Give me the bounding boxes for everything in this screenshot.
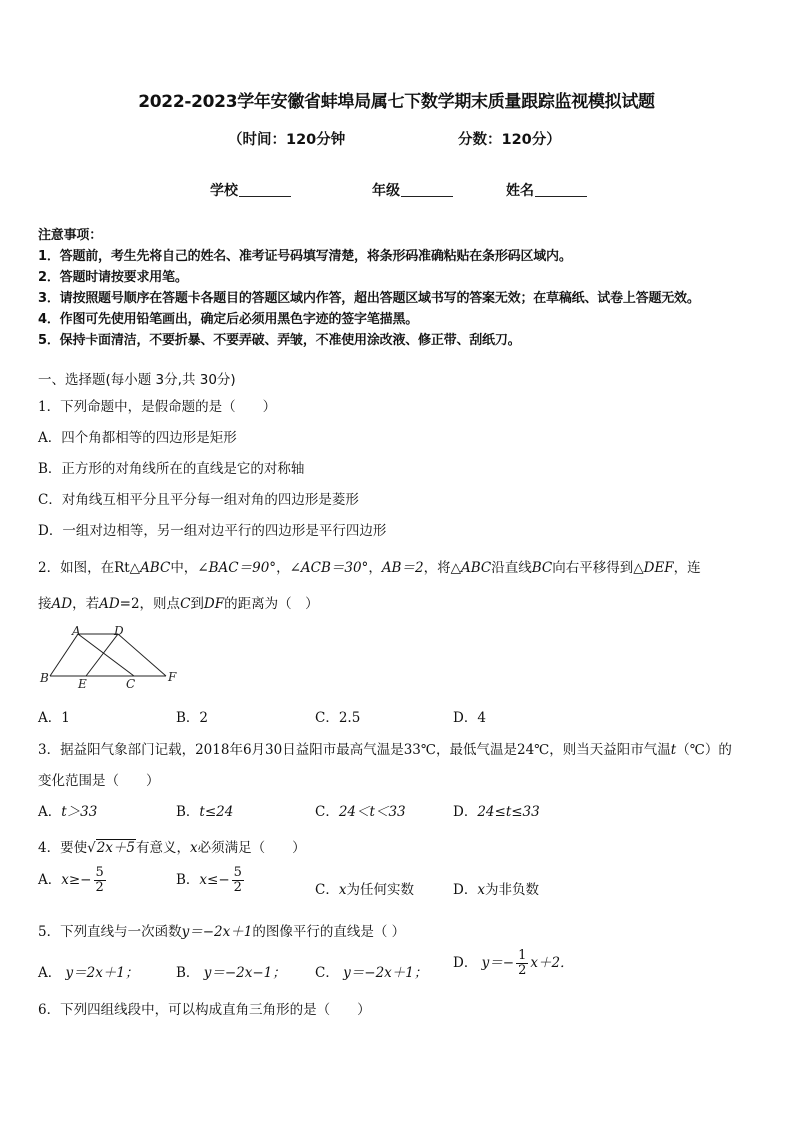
name-field	[506, 180, 587, 200]
question-3-option-a: A．t＞33	[38, 804, 98, 820]
notes-heading: 注意事项：	[38, 228, 103, 243]
name-blank	[535, 182, 587, 197]
school-blank	[239, 182, 291, 197]
radicand: 2x＋5	[96, 840, 135, 856]
name-label: 姓名	[506, 183, 534, 199]
label-a: A	[72, 624, 81, 638]
line-ab	[50, 634, 78, 676]
school-label: 学校	[210, 183, 238, 199]
school-field	[210, 180, 291, 200]
note-item: 3．请按照题号顺序在答题卡各题目的答题区域内作答，超出答题区域书写的答案无效；在草稿纸、试卷上答题无效。	[38, 291, 700, 306]
note-item: 1．答题前，考生先将自己的姓名、准考证号码填写清楚，将条形码准确粘贴在条形码区域内。	[38, 249, 572, 264]
fraction: $\frac{5}{2}$	[95, 865, 104, 895]
label-f: F	[168, 670, 177, 684]
note-item: 2．答题时请按要求用笔。	[38, 270, 188, 285]
label-c: C	[126, 677, 136, 691]
line-de	[86, 634, 118, 676]
question-3-option-d: D．24≤t≤33	[453, 804, 540, 820]
question-4-stem: 4．要使√2x＋5有意义，x必须满足（ ）	[38, 840, 306, 856]
question-3-stem-line2: 变化范围是（ ）	[38, 773, 160, 789]
grade-blank	[401, 182, 453, 197]
question-6-stem: 6．下列四组线段中，可以构成直角三角形的是（ ）	[38, 1002, 371, 1018]
question-2-figure	[36, 624, 186, 692]
question-1-option-a: A．四个角都相等的四边形是矩形	[38, 430, 237, 446]
fraction: $\frac{1}{2}$	[518, 948, 527, 978]
question-5-option-c: C． y＝−2x＋1；	[315, 965, 428, 981]
label-b: B	[40, 671, 49, 685]
question-5-stem: 5．下列直线与一次函数y＝−2x＋1的图像平行的直线是（ ）	[38, 924, 406, 940]
exam-score: 分数：120分）	[458, 132, 561, 148]
question-2-stem-line2: 接AD，若AD=2，则点C到DF的距离为（ ）	[38, 596, 319, 612]
note-item: 5．保持卡面清洁，不要折暴、不要弄破、弄皱，不准使用涂改液、修正带、刮纸刀。	[38, 333, 521, 348]
fraction: $\frac{5}{2}$	[233, 865, 242, 895]
question-2-stem-line1: 2．如图，在Rt△ABC中，∠BAC＝90°，∠ACB＝30°，AB＝2，将△ABC沿直线BC向右平移得到△DEF，连	[38, 560, 701, 576]
question-4-option-d: D．x为非负数	[453, 882, 539, 898]
question-5-option-a: A． y＝2x＋1；	[38, 965, 139, 981]
question-4-option-a: A．x≥− $\frac{5}{2}$	[38, 865, 104, 895]
question-5-option-b: B． y＝−2x−1；	[176, 965, 286, 981]
question-3-option-c: C．24＜t＜33	[315, 804, 406, 820]
question-1-option-c: C．对角线互相平分且平分每一组对角的四边形是菱形	[38, 492, 359, 508]
grade-field	[372, 180, 453, 200]
note-item: 4．作图可先使用铅笔画出，确定后必须用黑色字迹的签字笔描黑。	[38, 312, 419, 327]
question-2-option-c: C．2.5	[315, 710, 361, 726]
question-2-option-a: A．1	[38, 710, 70, 726]
question-2-option-b: B．2	[176, 710, 209, 726]
question-1-stem: 1．下列命题中，是假命题的是（ ）	[38, 399, 277, 415]
question-1-option-d: D．一组对边相等，另一组对边平行的四边形是平行四边形	[38, 523, 387, 539]
question-4-option-c: C．x为任何实数	[315, 882, 414, 898]
label-d: D	[114, 624, 124, 638]
grade-label: 年级	[372, 183, 400, 199]
question-3-option-b: B．t≤24	[176, 804, 234, 820]
section-heading: 一、选择题(每小题 3分,共 30分)	[38, 372, 236, 388]
exam-time: （时间：120分钟	[228, 132, 346, 148]
question-1-option-b: B．正方形的对角线所在的直线是它的对称轴	[38, 461, 305, 477]
question-2-option-d: D．4	[453, 710, 486, 726]
question-4-option-b: B．x≤− $\frac{5}{2}$	[176, 865, 242, 895]
question-5-option-d: D． y＝− $\frac{1}{2}$ x＋2．	[453, 948, 574, 978]
label-e: E	[78, 677, 87, 691]
page-title: 2022-2023学年安徽省蚌埠局属七下数学期末质量跟踪监视模拟试题	[138, 92, 655, 112]
question-3-stem-line1: 3．据益阳气象部门记载，2018年6月30日益阳市最高气温是33℃，最低气温是24℃，则当天益阳市气温t（℃）的	[38, 742, 732, 758]
